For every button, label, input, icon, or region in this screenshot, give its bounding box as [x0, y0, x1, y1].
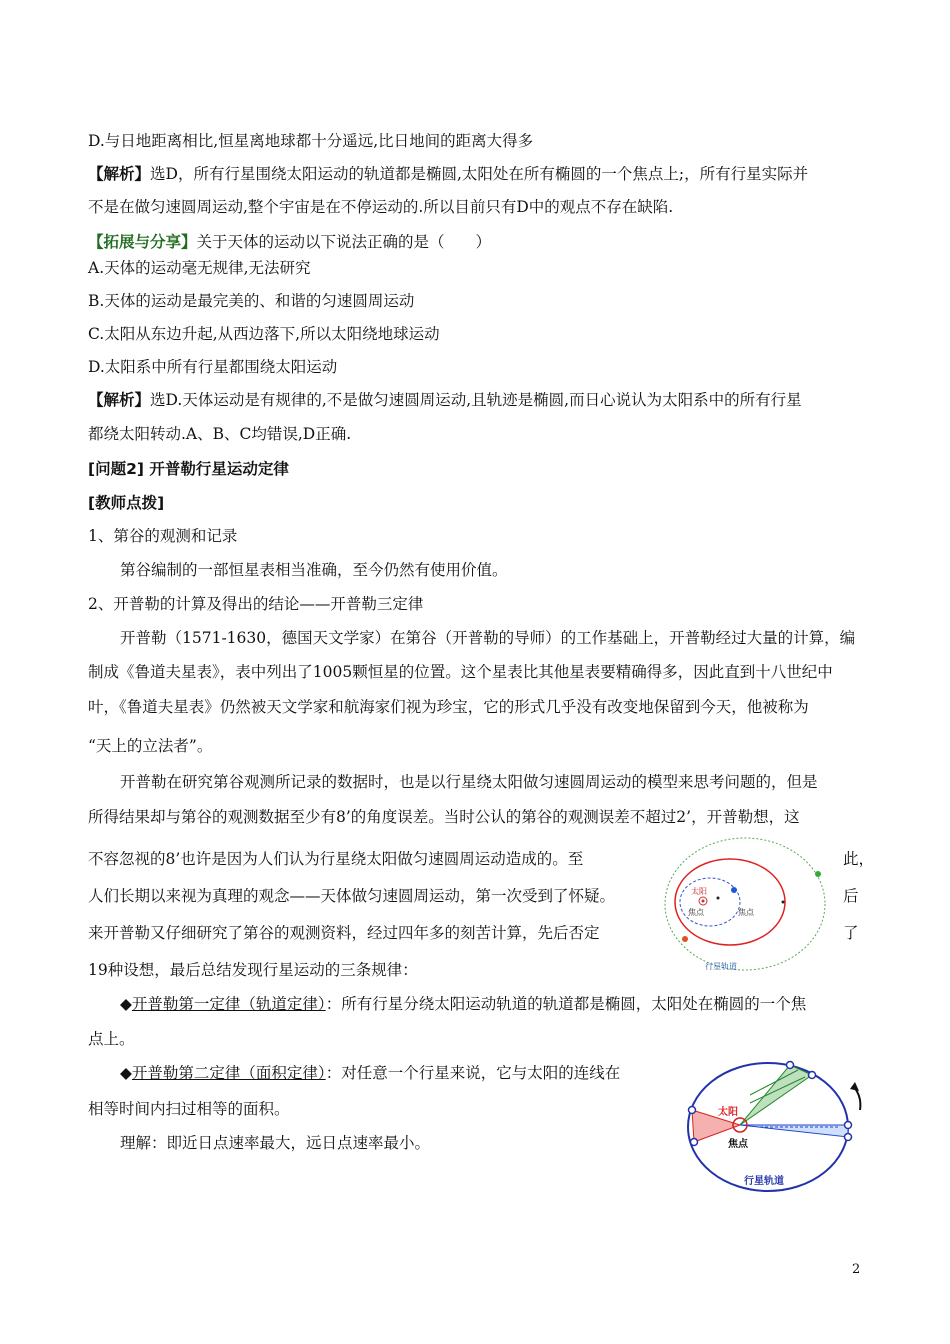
paragraph-research-4b: 后	[843, 887, 859, 905]
extension-tag: 【拓展与分享】	[88, 233, 197, 251]
option-d-line: D.与日地距离相比,恒星离地球都十分遥远,比日地间的距离大得多	[88, 132, 534, 150]
planet-orbit	[675, 859, 785, 945]
sun-label: 太阳	[718, 1107, 738, 1118]
analysis2-line-2: 都绕太阳转动.A、B、C均错误,D正确.	[88, 425, 352, 443]
subheading-2: 2、开普勒的计算及得出的结论——开普勒三定律	[88, 595, 424, 613]
paragraph-research-5a: 来开普勒又仔细研究了第谷的观测资料，经过四年多的刻苦计算，先后否定	[88, 924, 600, 942]
orbit-diagram-figure	[655, 830, 835, 978]
paragraph-research-3b: 此，	[843, 850, 875, 868]
teacher-heading: [教师点拨]	[88, 494, 165, 512]
option-c: C.太阳从东边升起,从西边落下,所以太阳绕地球运动	[88, 325, 440, 343]
page-number: 2	[852, 1262, 861, 1277]
analysis-tag: 【解析】	[88, 165, 151, 183]
paragraph-research-3a: 不容忽视的8’也许是因为人们认为行星绕太阳做匀速圆周运动造成的。至	[88, 850, 584, 868]
option-d: D.太阳系中所有行星都围绕太阳运动	[88, 358, 338, 376]
kepler-first-law: ◆开普勒第一定律（轨道定律）：所有行星分绕太阳运动轨道的轨道都是椭圆，太阳处在椭圆的一个焦	[120, 995, 807, 1013]
analysis-line-2: 不是在做匀速圆周运动,整个宇宙是在不停运动的.所以目前只有D中的观点不存在缺陷.	[88, 198, 674, 216]
paragraph-research-6: 19种设想，最后总结发现行星运动的三条规律：	[88, 961, 418, 979]
focus-label: 焦点	[728, 1139, 748, 1150]
analysis-line-1: 【解析】选D，所有行星围绕太阳运动的轨道都是椭圆,太阳处在所有椭圆的一个焦点上;，所有行星实际并	[88, 165, 809, 183]
focus-label-1: 焦点	[688, 908, 704, 917]
focus-point	[717, 897, 720, 900]
inner-orbit	[680, 878, 740, 926]
extension-question: 【拓展与分享】关于天体的运动以下说法正确的是（ ）	[88, 233, 492, 251]
planet-red-icon	[682, 936, 688, 942]
paragraph-kepler-1: 开普勒（1571-1630，德国天文学家）在第谷（开普勒的导师）的工作基础上，开普勒经过大量的计算，编	[120, 629, 856, 647]
orbit-caption: 行星轨道	[705, 962, 737, 971]
second-law-title: 开普勒第二定律（面积定律）	[131, 1064, 326, 1082]
paragraph-research-1: 开普勒在研究第谷观测所记录的数据时，也是以行星绕太阳做匀速圆周运动的模型来思考问题的，但是	[120, 773, 818, 791]
understanding-line: 理解：即近日点速率最大，远日点速率最小。	[120, 1134, 431, 1152]
section-heading: [问题2] 开普勒行星运动定律	[88, 460, 289, 478]
planet-green-icon	[815, 871, 821, 877]
paragraph-kepler-4: “天上的立法者”。	[88, 737, 213, 755]
analysis-tag: 【解析】	[88, 391, 151, 409]
focus-label-2: 焦点	[738, 908, 754, 917]
paragraph-kepler-3: 叶，《鲁道夫星表》仍然被天文学家和航海家们视为珍宝，它的形式几乎没有改变地保留到今天，他被称为	[88, 698, 809, 716]
option-a: A.天体的运动毫无规律,无法研究	[88, 259, 311, 277]
area-law-figure	[680, 1055, 880, 1195]
first-law-title: 开普勒第一定律（轨道定律）	[131, 995, 326, 1013]
planet-blue-icon	[731, 887, 737, 893]
analysis2-line-1: 【解析】选D.天体运动是有规律的,不是做匀速圆周运动,且轨迹是椭圆,而日心说认为太阳系中的所有行星	[88, 391, 802, 409]
sun-label: 太阳	[691, 887, 707, 896]
paragraph-research-2: 所得结果却与第谷的观测数据至少有8’的角度误差。当时公认的第谷的观测误差不超过2’，开普勒想，这	[88, 808, 800, 826]
subheading-1: 1、第谷的观测和记录	[88, 527, 238, 545]
kepler-second-law: ◆开普勒第二定律（面积定律）：对任意一个行星来说，它与太阳的连线在	[120, 1064, 621, 1082]
kepler-second-law-2: 相等时间内扫过相等的面积。	[88, 1100, 290, 1118]
paragraph-research-4a: 人们长期以来视为真理的观念——天体做匀速圆周运动，第一次受到了怀疑。	[88, 887, 616, 905]
paragraph-kepler-2: 制成《鲁道夫星表》，表中列出了1005颗恒星的位置。这个星表比其他星表要精确得多，因此直到十八世纪中	[88, 663, 833, 681]
outer-orbit	[665, 838, 825, 970]
kepler-first-law-2: 点上。	[88, 1030, 135, 1048]
paragraph-tycho: 第谷编制的一部恒星表相当准确，至今仍然有使用价值。	[120, 561, 508, 579]
orbit-caption: 行星轨道	[744, 1176, 784, 1187]
paragraph-research-5b: 了	[843, 924, 859, 942]
option-b: B.天体的运动是最完美的、和谐的匀速圆周运动	[88, 292, 415, 310]
